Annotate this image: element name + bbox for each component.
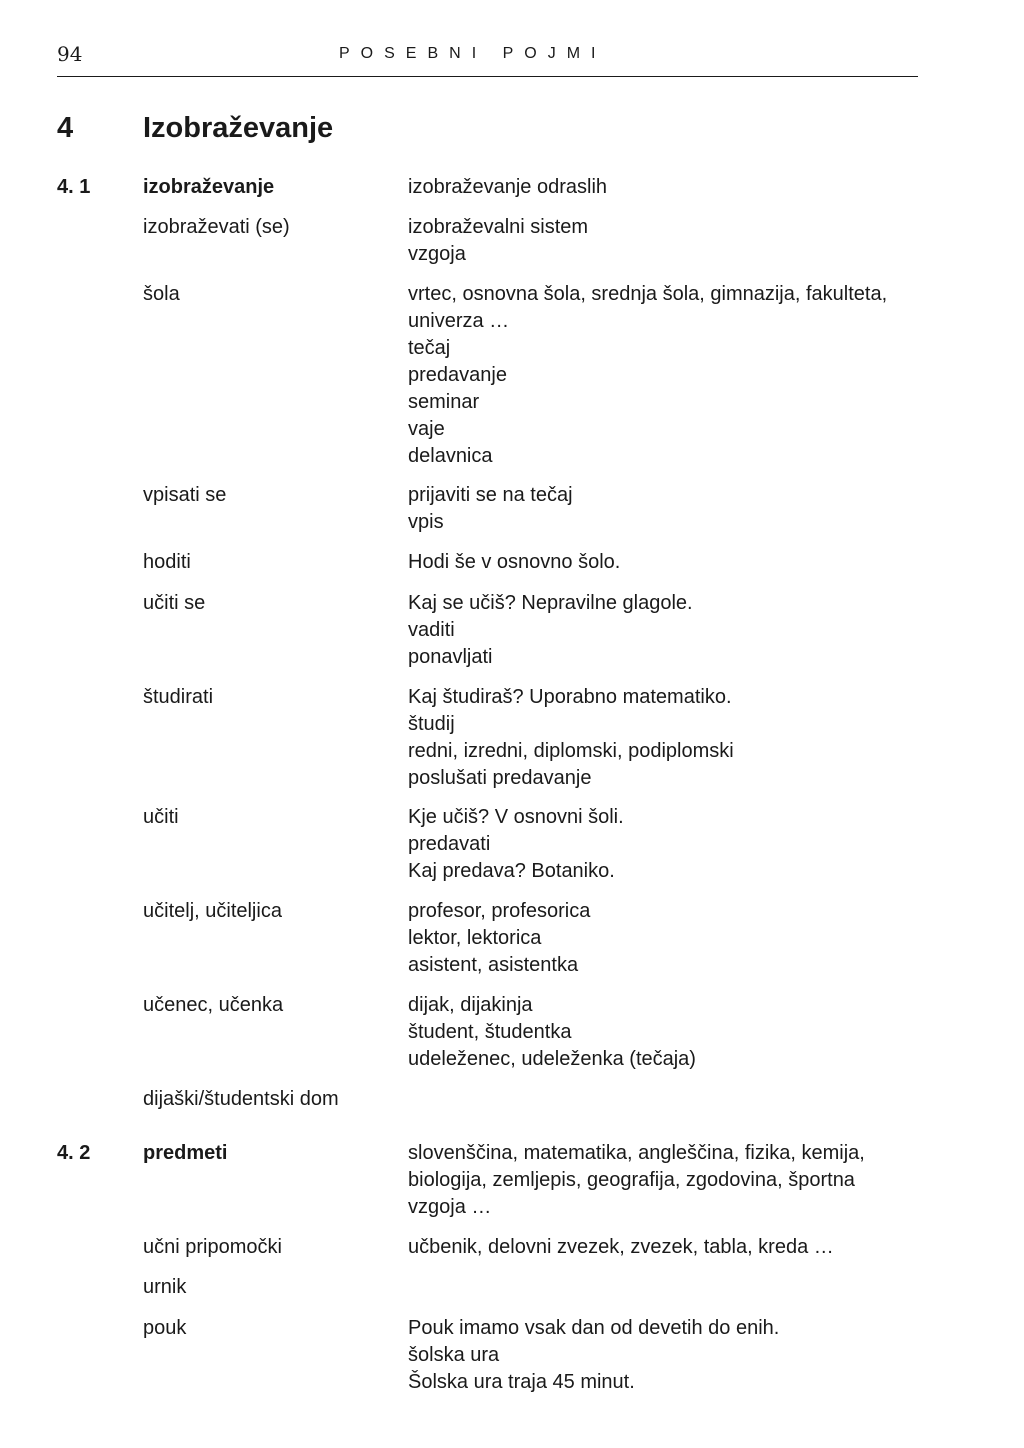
- example-line: dijak, dijakinja: [408, 994, 533, 1016]
- entry-examples: [408, 804, 624, 885]
- example-line: izobraževanje odraslih: [408, 176, 608, 198]
- page-header: [57, 42, 918, 77]
- entry-term: hoditi: [143, 551, 191, 573]
- example-line: Kaj se učiš? Nepravilne glagole.: [408, 592, 693, 614]
- example-line: prijaviti se na tečaj: [408, 484, 573, 506]
- example-line: vzgoja …: [408, 1196, 492, 1218]
- entry-examples: [408, 684, 734, 792]
- entry-term: učiti se: [143, 592, 206, 614]
- running-head: POSEBNI POJMI: [339, 45, 607, 62]
- entry-examples: [408, 898, 590, 979]
- example-line: biologija, zemljepis, geografija, zgodovina, športna: [408, 1169, 855, 1191]
- entry-examples: [408, 992, 696, 1073]
- chapter-number: 4: [57, 112, 74, 144]
- example-line: šolska ura: [408, 1344, 500, 1366]
- example-line: redni, izredni, diplomski, podiplomski: [408, 740, 734, 762]
- section-number: 4. 1: [57, 176, 91, 198]
- example-line: predavanje: [408, 364, 507, 386]
- entry-term: učiti: [143, 806, 179, 828]
- example-line: delavnica: [408, 445, 493, 467]
- chapter-title: Izobraževanje: [143, 112, 334, 144]
- example-line: profesor, profesorica: [408, 900, 591, 922]
- entry-term: izobraževanje: [143, 176, 275, 198]
- example-line: vaje: [408, 418, 445, 440]
- entry-term: urnik: [143, 1276, 187, 1298]
- example-line: Kaj študiraš? Uporabno matematiko.: [408, 686, 732, 708]
- section-number: 4. 2: [57, 1142, 91, 1164]
- entry-term: učni pripomočki: [143, 1236, 282, 1258]
- entry-term: dijaški/študentski dom: [143, 1088, 339, 1110]
- entry-examples: [408, 1234, 834, 1261]
- example-line: Šolska ura traja 45 minut.: [408, 1371, 635, 1393]
- example-line: študent, študentka: [408, 1021, 572, 1043]
- example-line: udeleženec, udeleženka (tečaja): [408, 1048, 696, 1070]
- example-line: asistent, asistentka: [408, 954, 579, 976]
- entry-term: študirati: [143, 686, 214, 708]
- entry-examples: [408, 281, 887, 470]
- example-line: lektor, lektorica: [408, 927, 542, 949]
- example-line: Kje učiš? V osnovni šoli.: [408, 806, 624, 828]
- entry-term: vpisati se: [143, 484, 227, 506]
- entry-term: učitelj, učiteljica: [143, 900, 282, 922]
- example-line: izobraževalni sistem: [408, 216, 589, 238]
- entry-examples: [408, 1315, 779, 1396]
- example-line: seminar: [408, 391, 480, 413]
- example-line: vrtec, osnovna šola, srednja šola, gimnazija, fakulteta,: [408, 283, 888, 305]
- entry-examples: [408, 214, 588, 268]
- entry-term: predmeti: [143, 1142, 228, 1164]
- example-line: tečaj: [408, 337, 451, 359]
- example-line: učbenik, delovni zvezek, zvezek, tabla, kreda …: [408, 1236, 834, 1258]
- example-line: vaditi: [408, 619, 455, 641]
- entry-term: učenec, učenka: [143, 994, 284, 1016]
- example-line: Hodi še v osnovno šolo.: [408, 551, 621, 573]
- entry-term: pouk: [143, 1317, 187, 1339]
- example-line: ponavljati: [408, 646, 493, 668]
- chapter-heading: [57, 112, 333, 145]
- entry-examples: [408, 549, 620, 576]
- example-line: Pouk imamo vsak dan od devetih do enih.: [408, 1317, 780, 1339]
- entry-term: izobraževati (se): [143, 216, 290, 238]
- entry-examples: [408, 1140, 865, 1221]
- example-line: univerza …: [408, 310, 510, 332]
- example-line: vzgoja: [408, 243, 466, 265]
- example-line: poslušati predavanje: [408, 767, 592, 789]
- example-line: vpis: [408, 511, 444, 533]
- example-line: slovenščina, matematika, angleščina, fizika, kemija,: [408, 1142, 865, 1164]
- entry-term: šola: [143, 283, 180, 305]
- entry-examples: [408, 590, 693, 671]
- entry-examples: [408, 174, 607, 201]
- example-line: predavati: [408, 833, 491, 855]
- entry-examples: [408, 482, 573, 536]
- example-line: študij: [408, 713, 455, 735]
- page-number: 94: [57, 42, 83, 66]
- example-line: Kaj predava? Botaniko.: [408, 860, 615, 882]
